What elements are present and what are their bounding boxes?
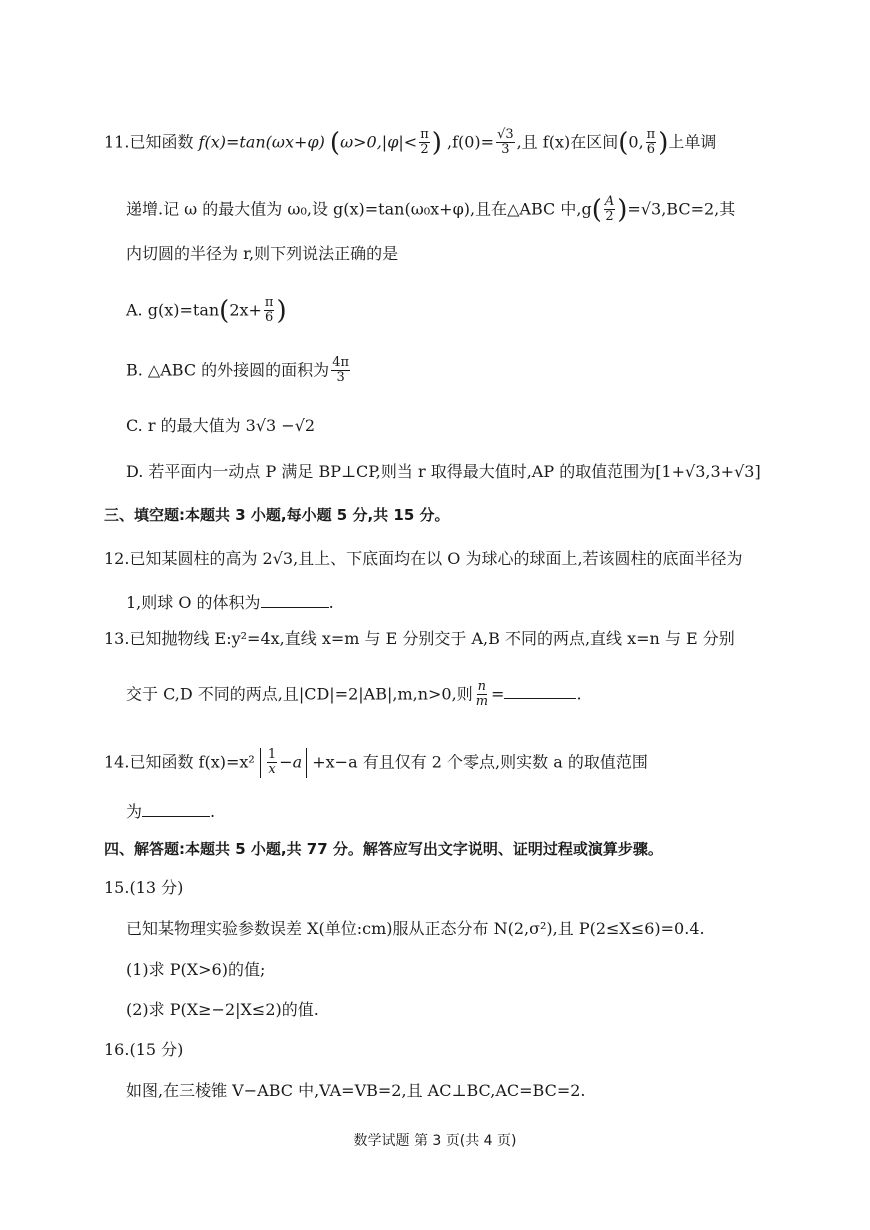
q11-line1: 11.已知函数 f(x)=tan(ωx+φ) (ω>0,|φ|< $\frac{\pi}{2}$ ) ,f(0)= $\frac{√3}{3}$ ,且 f(x)在区间(0, $\frac{\pi}{6}$ )上单调: [104, 127, 717, 158]
q11-sqrt3-over-3: $\frac{√3}{3}$: [497, 127, 514, 158]
q11-option-b: B. △ABC 的外接圆的面积为 $\frac{4\pi}{3}$: [126, 355, 350, 386]
q13-line1: 13.已知抛物线 E:y²=4x,直线 x=m 与 E 分别交于 A,B 不同的两点,直线 x=n 与 E 分别: [104, 629, 735, 648]
q11-function: f(x)=tan(ωx+φ): [198, 132, 325, 152]
q14-abs-value: $\frac{1}{x}$ −a: [260, 748, 307, 778]
q11-interval-text: ,且 f(x)在区间: [516, 132, 619, 152]
q12-answer-blank[interactable]: [261, 593, 329, 608]
q12-line1: 12.已知某圆柱的高为 2√3,且上、下底面均在以 O 为球心的球面上,若该圆柱的底面半径为: [104, 549, 743, 568]
q13-answer-blank[interactable]: [504, 684, 576, 699]
q14-line1: 14.已知函数 f(x)=x² $\frac{1}{x}$ −a +x−a 有且仅有 2 个零点,则实数 a 的取值范围: [104, 747, 648, 778]
q14-line2: 为 .: [126, 802, 216, 821]
q11-condition: ω>0,|φ|<: [340, 132, 418, 152]
q14-answer-blank[interactable]: [142, 802, 210, 817]
q15-statement: 已知某物理实验参数误差 X(单位:cm)服从正态分布 N(2,σ²),且 P(2≤X≤6)=0.4.: [126, 919, 705, 938]
q15-part-2: (2)求 P(X≥−2|X≤2)的值.: [126, 1000, 319, 1019]
q15-part-1: (1)求 P(X>6)的值;: [126, 960, 266, 979]
q11-option-d: D. 若平面内一动点 P 满足 BP⊥CP,则当 r 取得最大值时,AP 的取值范围为[1+√3,3+√3]: [126, 462, 761, 481]
q11-line3: 内切圆的半径为 r,则下列说法正确的是: [126, 244, 399, 263]
q11-option-a: A. g(x)=tan(2x+ $\frac{\pi}{6}$ ): [126, 295, 287, 326]
q11-monotone: 上单调: [668, 132, 717, 152]
q11-A-over-2: $\frac{A}{2}$: [604, 194, 615, 225]
q11-pi-over-2: $\frac{\pi}{2}$: [420, 127, 429, 158]
q11-line2: 递增.记 ω 的最大值为 ω₀,设 g(x)=tan(ω₀x+φ),且在△ABC 中,g( $\frac{A}{2}$ )=√3,BC=2,其: [126, 194, 736, 225]
q11-pi-over-6: $\frac{\pi}{6}$: [646, 127, 656, 158]
q16-heading: 16.(15 分): [104, 1040, 184, 1059]
q13-line2: 交于 C,D 不同的两点,且|CD|=2|AB|,m,n>0,则 $\frac{n}{m}$ = .: [126, 679, 582, 710]
q11-prefix: 11.已知函数: [104, 132, 194, 152]
q11-f0: ,f(0)=: [446, 132, 495, 152]
q11-option-c: C. r 的最大值为 3√3 −√2: [126, 416, 316, 435]
q12-line2: 1,则球 O 的体积为 .: [126, 593, 334, 612]
page-footer: 数学试题 第 3 页(共 4 页): [353, 1133, 517, 1149]
q15-heading: 15.(13 分): [104, 878, 184, 897]
q16-statement: 如图,在三棱锥 V−ABC 中,VA=VB=2,且 AC⊥BC,AC=BC=2.: [126, 1081, 586, 1100]
section-3-heading: 三、填空题:本题共 3 小题,每小题 5 分,共 15 分。: [104, 506, 450, 524]
section-4-heading: 四、解答题:本题共 5 小题,共 77 分。解答应写出文字说明、证明过程或演算步骤。: [104, 840, 663, 858]
